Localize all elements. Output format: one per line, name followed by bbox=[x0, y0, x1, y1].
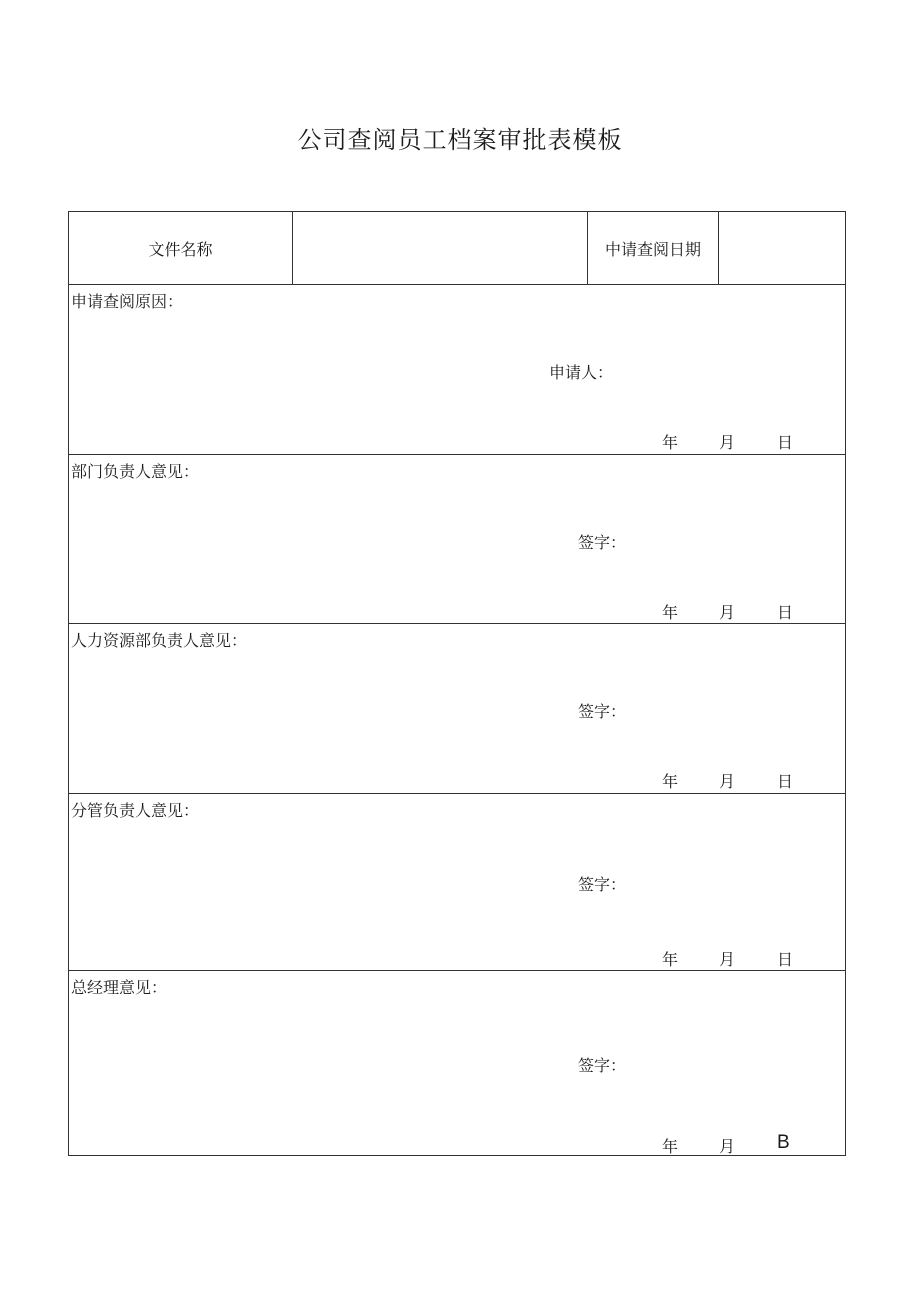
date-field[interactable] bbox=[719, 212, 845, 284]
day-label: 日 bbox=[777, 603, 794, 622]
section-label: 申请查阅原因： bbox=[71, 292, 184, 311]
signature-label: 签字： bbox=[578, 1056, 627, 1075]
signature-label: 签字： bbox=[578, 702, 627, 721]
file-name-label: 文件名称 bbox=[69, 212, 293, 284]
section-reason[interactable] bbox=[69, 285, 845, 455]
date-label: 中请查阅日期 bbox=[588, 212, 719, 284]
applicant-label: 申请人： bbox=[549, 363, 614, 382]
approval-form bbox=[68, 211, 846, 1156]
day-label: 日 bbox=[777, 950, 794, 969]
month-label: 月 bbox=[719, 772, 736, 791]
section-supervising-head[interactable] bbox=[69, 794, 845, 971]
section-label: 总经理意见： bbox=[71, 978, 168, 997]
signature-label: 签字： bbox=[578, 533, 627, 552]
year-label: 年 bbox=[662, 1137, 679, 1156]
day-label: 日 bbox=[777, 433, 794, 452]
file-name-field[interactable] bbox=[293, 212, 588, 284]
month-label: 月 bbox=[719, 1137, 736, 1156]
day-label: B bbox=[777, 1132, 790, 1153]
year-label: 年 bbox=[662, 772, 679, 791]
header-row bbox=[69, 212, 845, 285]
month-label: 月 bbox=[719, 433, 736, 452]
month-label: 月 bbox=[719, 950, 736, 969]
section-department-head[interactable] bbox=[69, 455, 845, 624]
day-label: 日 bbox=[777, 772, 794, 791]
section-hr-head[interactable] bbox=[69, 624, 845, 794]
month-label: 月 bbox=[719, 603, 736, 622]
year-label: 年 bbox=[662, 433, 679, 452]
section-label: 部门负责人意见： bbox=[71, 462, 200, 481]
section-label: 人力资源部负责人意见： bbox=[71, 631, 248, 650]
year-label: 年 bbox=[662, 950, 679, 969]
section-label: 分管负责人意见： bbox=[71, 801, 200, 820]
year-label: 年 bbox=[662, 603, 679, 622]
page-title: 公司查阅员工档案审批表模板 bbox=[297, 126, 623, 154]
section-general-manager[interactable] bbox=[69, 971, 845, 1155]
signature-label: 签字： bbox=[578, 875, 627, 894]
